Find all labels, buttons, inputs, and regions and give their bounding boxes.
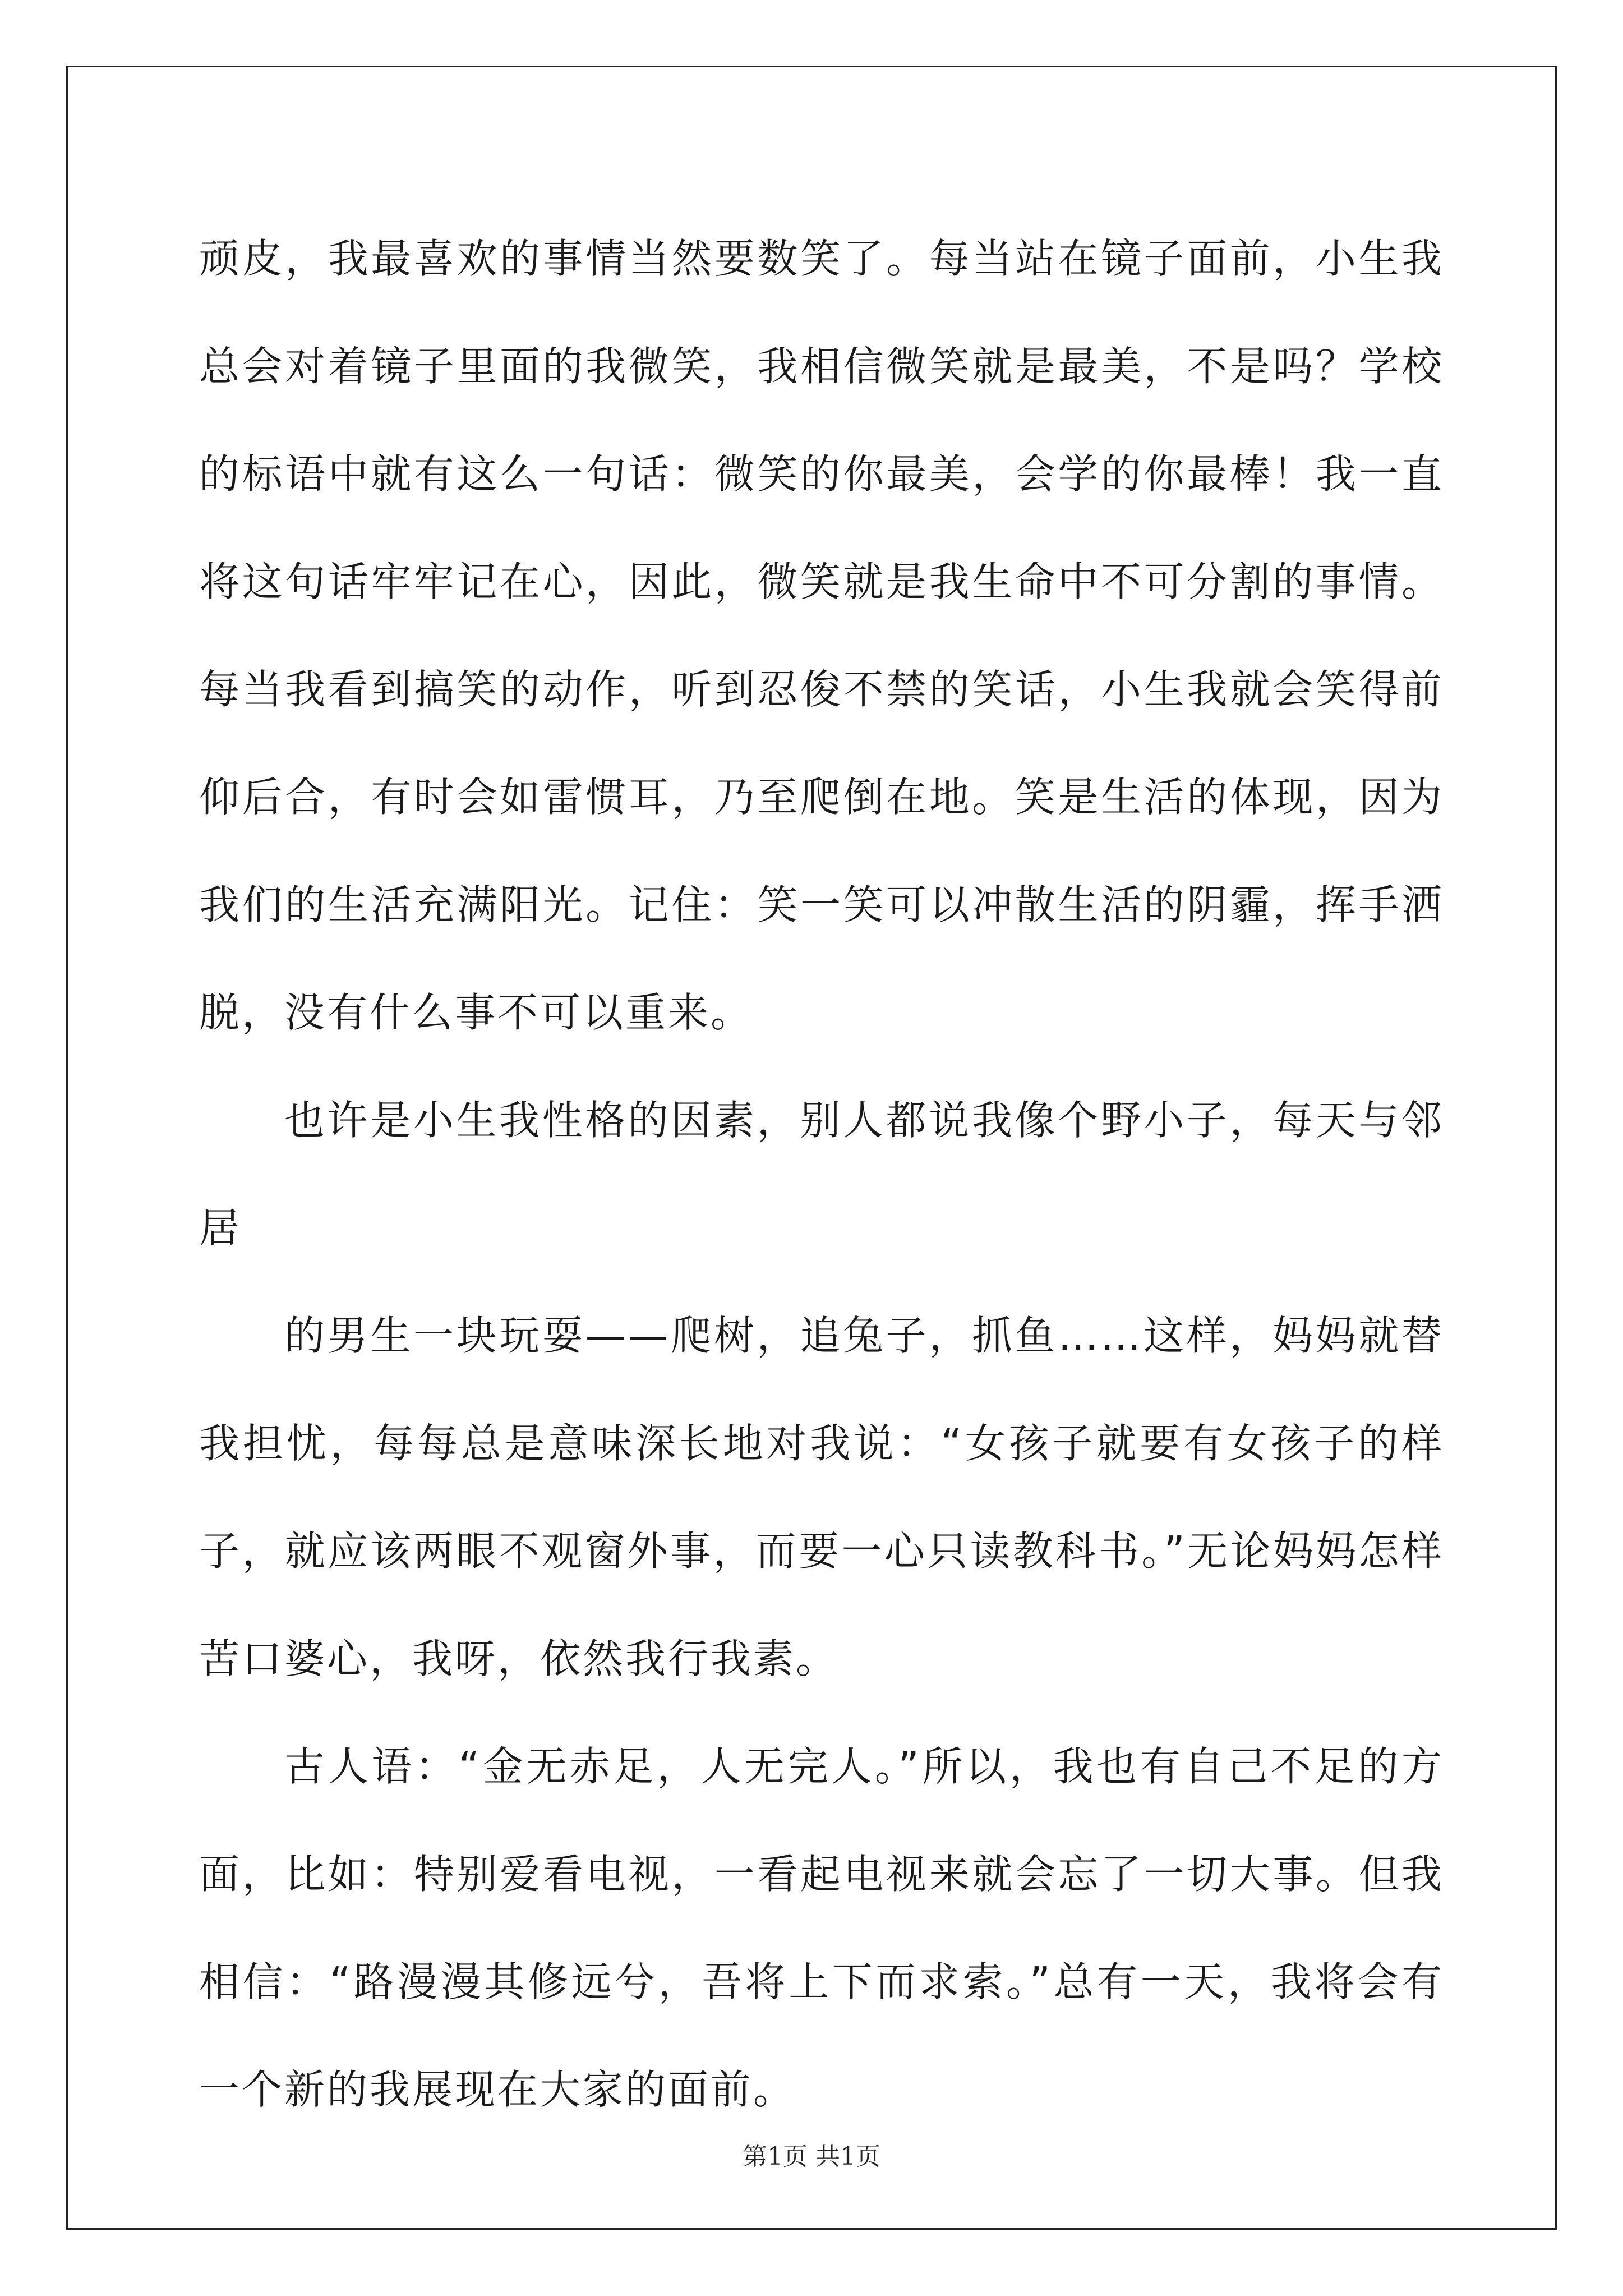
paragraph-4: 古人语：“金无赤足，人无完人。”所以，我也有自己不足的方面，比如：特别爱看电视，一看起电视来就会忘了一切大事。但我相信：“路漫漫其修远兮，吾将上下而求索。”总有一天，我将会有一个新的我展现在大家的面前。 [199,1743,1444,2113]
paragraph-1: 顽皮，我最喜欢的事情当然要数笑了。每当站在镜子面前，小生我总会对着镜子里面的我微笑，我相信微笑就是最美，不是吗？学校的标语中就有这么一句话：微笑的你最美，会学的你最棒！我一直将这句话牢牢记在心，因此，微笑就是我生命中不可分割的事情。每当我看到搞笑的动作，听到忍俊不禁的笑话，小生我就会笑得前仰后合，有时会如雷惯耳，乃至爬倒在地。笑是生活的体现，因为我们的生活充满阳光。记住：笑一笑可以冲散生活的阴霾，挥手洒脱，没有什么事不可以重来。 [199,235,1444,1036]
paragraph-3: 的男生一块玩耍——爬树，追兔子，抓鱼……这样，妈妈就替我担忧，每每总是意味深长地对我说：“女孩子就要有女孩子的样子，就应该两眼不观窗外事，而要一心只读教科书。”无论妈妈怎样苦口婆心，我呀，依然我行我素。 [199,1312,1444,1682]
document-body [199,205,1444,2143]
paragraph-2: 也许是小生我性格的因素，别人都说我像个野小子，每天与邻居 [199,1097,1444,1251]
page-footer [0,2140,1623,2174]
page-number-label: 第1页 共1页 [743,2142,880,2171]
